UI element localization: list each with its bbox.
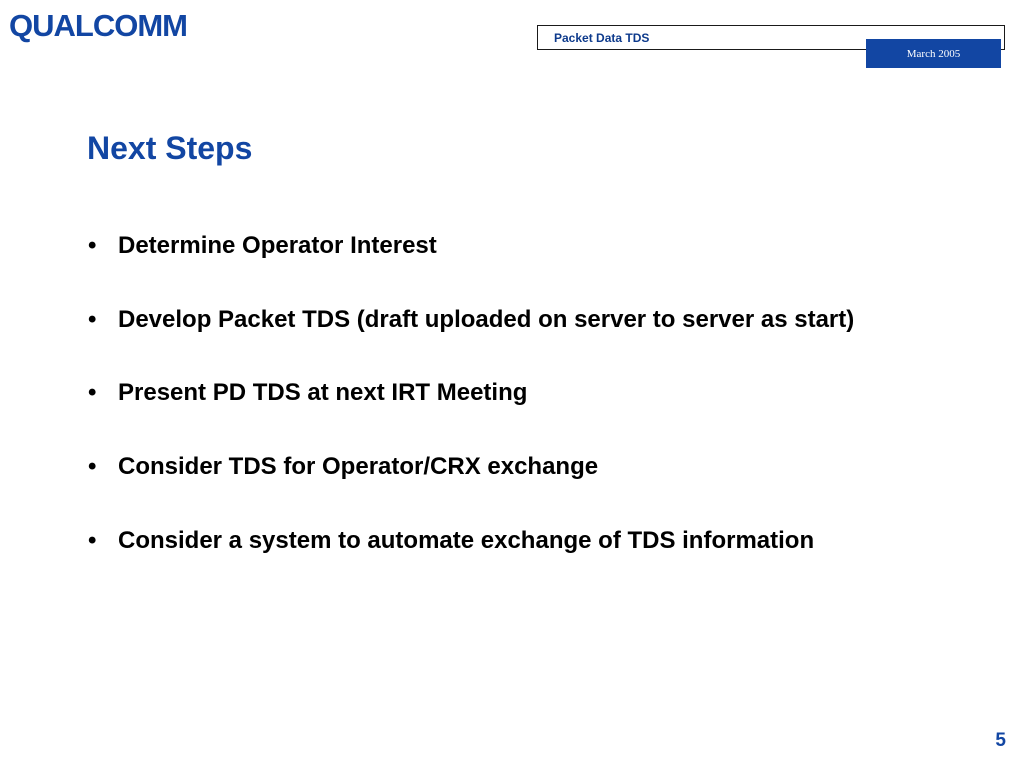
header-date: March 2005 [906, 47, 961, 60]
header-title: Packet Data TDS [554, 31, 650, 45]
bullet-marker: • [88, 527, 97, 554]
bullet-marker: • [88, 232, 97, 259]
bullet-text: Consider a system to automate exchange of TDS information [118, 527, 815, 554]
bullet-item-1 [88, 231, 988, 261]
bullet-marker: • [88, 379, 97, 406]
qualcomm-logo [9, 8, 187, 46]
bullet-marker: • [88, 453, 97, 480]
bullet-item-3 [88, 378, 988, 408]
bullet-item-2 [88, 305, 988, 335]
bullet-text: Develop Packet TDS (draft uploaded on server to server as start) [118, 306, 855, 333]
bullet-item-4 [88, 452, 988, 482]
bullet-text: Determine Operator Interest [118, 232, 437, 259]
bullet-item-5 [88, 526, 988, 556]
bullet-text: Present PD TDS at next IRT Meeting [118, 379, 528, 406]
page-number: 5 [995, 730, 1006, 751]
bullet-marker: • [88, 306, 97, 333]
slide-title: Next Steps [87, 130, 253, 166]
bullet-text: Consider TDS for Operator/CRX exchange [118, 453, 599, 480]
svg-text:QUALCOMM: QUALCOMM [9, 8, 187, 43]
date-box [866, 39, 1001, 68]
